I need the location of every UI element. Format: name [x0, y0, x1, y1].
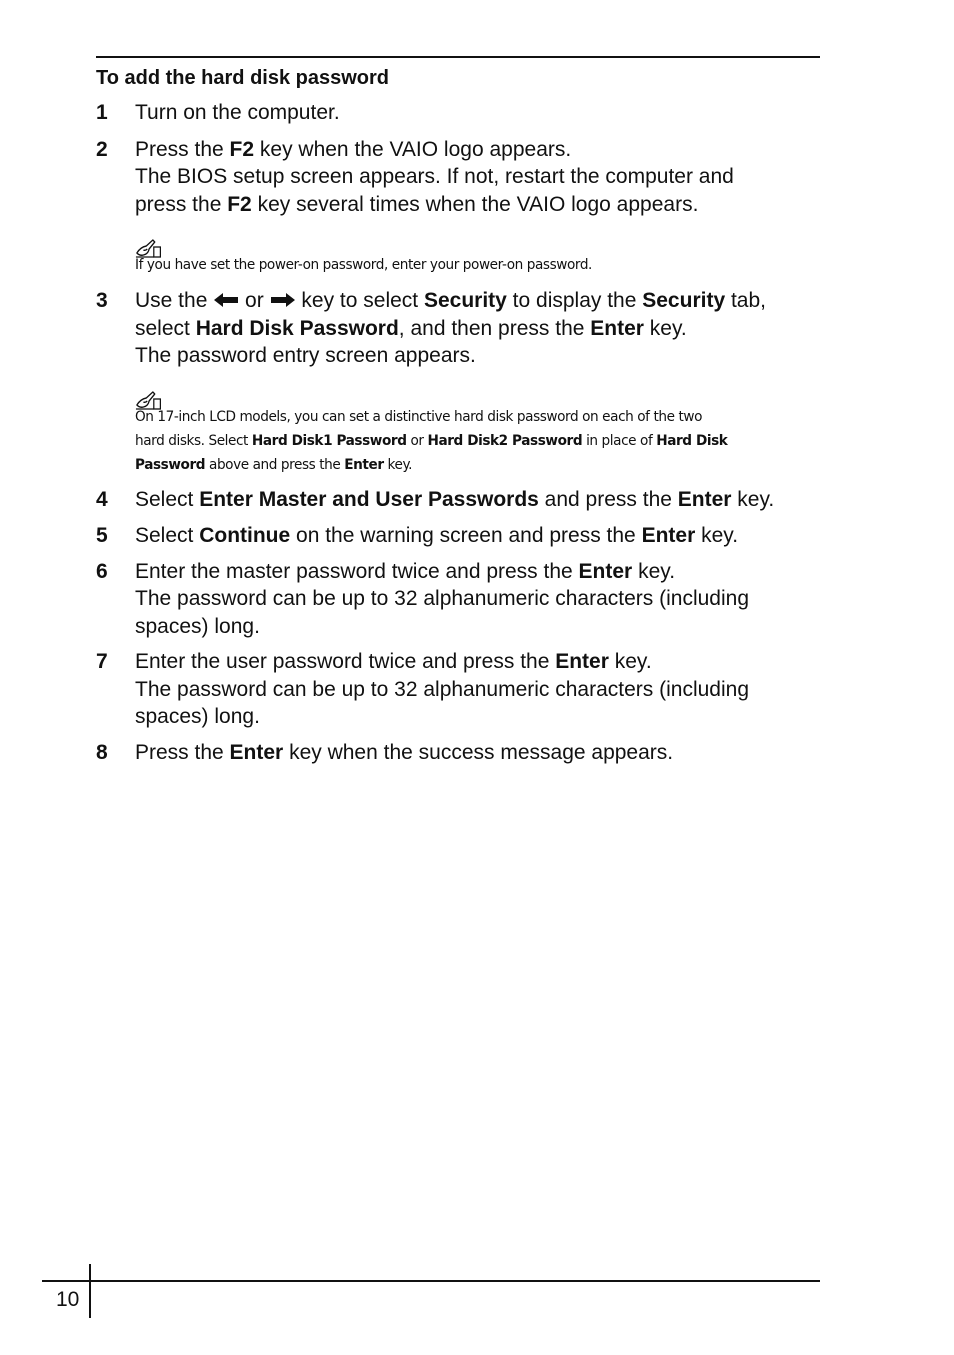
- text-run: key.: [608, 650, 652, 673]
- step-text-line: [135, 613, 826, 641]
- text-run: select: [135, 316, 196, 340]
- bold-term: Enter Master and User Passwords: [199, 487, 539, 511]
- step-item: [96, 99, 826, 127]
- steps-list: [96, 99, 826, 766]
- bold-term: Hard Disk1 Password: [251, 432, 407, 449]
- step-number: 5: [96, 524, 108, 547]
- bold-term: Enter: [229, 740, 284, 764]
- text-run: Select: [135, 524, 200, 547]
- text-run: hard disks. Select: [135, 432, 252, 449]
- text-run: The password can be up to 32 alphanumeric characters (including: [135, 587, 750, 610]
- note-text-line: [135, 405, 812, 429]
- step-item: [96, 522, 826, 550]
- text-run: , and then press the: [398, 316, 591, 340]
- step-text-line: [135, 676, 826, 704]
- text-run: Use the: [135, 289, 214, 312]
- section-heading: To add the hard disk password: [96, 67, 390, 89]
- text-run: key.: [632, 559, 676, 583]
- step-text-line: [135, 99, 826, 127]
- arrow-right-icon: [270, 292, 296, 308]
- step-text-line: [135, 703, 826, 731]
- step-number: 1: [96, 101, 108, 124]
- text-run: press the: [135, 192, 228, 216]
- step-number: 7: [96, 650, 108, 673]
- step-text-line: [135, 648, 826, 676]
- bold-term: Enter: [641, 524, 696, 547]
- footer-divider: [89, 1264, 91, 1318]
- text-run: key when the VAIO logo appears.: [254, 137, 572, 161]
- step-item: [96, 739, 826, 767]
- step-item: [96, 136, 826, 278]
- note-box: [135, 390, 812, 477]
- text-run: Turn on the computer.: [135, 101, 340, 124]
- note-text-line: [135, 429, 812, 453]
- bold-term: Enter: [677, 487, 732, 511]
- bold-term: Password: [135, 456, 206, 473]
- note-box: [135, 238, 812, 277]
- note-text-line: [135, 253, 812, 277]
- step-text-line: [135, 342, 826, 370]
- step-text-line: [135, 315, 826, 343]
- text-run: tab,: [725, 289, 766, 312]
- text-run: Select: [135, 487, 200, 511]
- bold-term: Enter: [555, 650, 609, 673]
- step-text-line: [135, 558, 826, 586]
- step-text-line: [135, 287, 826, 315]
- footer-rule: [42, 1280, 820, 1282]
- bold-term: Hard Disk Password: [195, 316, 399, 340]
- bold-term: F2: [229, 137, 255, 161]
- text-run: spaces) long.: [135, 705, 260, 728]
- text-run: to display the: [506, 289, 643, 312]
- bold-term: Enter: [590, 316, 644, 340]
- step-text-line: [135, 522, 826, 550]
- text-run: in place of: [582, 432, 657, 449]
- bold-term: Security: [642, 289, 726, 312]
- top-rule: [96, 56, 820, 58]
- bold-term: Continue: [199, 524, 291, 547]
- step-item: [96, 648, 826, 731]
- text-run: key when the success message appears.: [283, 740, 674, 764]
- step-text-line: [135, 136, 826, 164]
- step-item: [96, 287, 826, 477]
- bold-term: Hard Disk: [656, 432, 728, 449]
- bold-term: Hard Disk2 Password: [427, 432, 583, 449]
- page-number: 10: [56, 1288, 80, 1311]
- step-number: 8: [96, 740, 108, 764]
- text-run: The password can be up to 32 alphanumeric characters (including: [135, 677, 750, 701]
- bold-term: Security: [423, 289, 507, 312]
- arrow-left-icon: [213, 292, 239, 308]
- text-run: key several times when the VAIO logo appears.: [251, 192, 699, 216]
- text-run: and press the: [538, 487, 678, 511]
- note-text-line: [135, 453, 812, 477]
- text-run: Enter the user password twice and press the: [135, 650, 556, 673]
- step-text-line: [135, 739, 826, 767]
- text-run: On 17-inch LCD models, you can set a distinctive hard disk password on each of the two: [135, 408, 703, 425]
- text-run: above and press the: [205, 456, 345, 473]
- text-run: key.: [731, 487, 775, 511]
- text-run: key to select: [295, 289, 424, 312]
- step-number: 3: [96, 289, 108, 312]
- text-run: Press the: [135, 740, 230, 764]
- text-run: or: [239, 289, 270, 312]
- step-text-line: [135, 585, 826, 613]
- text-run: on the warning screen and press the: [290, 524, 642, 547]
- text-run: spaces) long.: [135, 614, 260, 638]
- step-item: [96, 558, 826, 641]
- step-number: 6: [96, 559, 108, 583]
- bold-term: Enter: [344, 456, 384, 473]
- text-run: or: [406, 432, 428, 449]
- step-number: 2: [96, 137, 108, 161]
- step-text-line: [135, 163, 826, 191]
- bold-term: F2: [227, 192, 252, 216]
- text-run: The password entry screen appears.: [135, 344, 476, 367]
- step-item: [96, 486, 826, 514]
- text-run: If you have set the power-on password, enter your power-on password.: [135, 257, 592, 273]
- bold-term: Enter: [578, 559, 633, 583]
- text-run: Press the: [135, 137, 230, 161]
- step-number: 4: [96, 487, 108, 511]
- text-run: key.: [695, 524, 739, 547]
- step-text-line: [135, 486, 826, 514]
- text-run: The BIOS setup screen appears. If not, restart the computer and: [135, 165, 734, 188]
- text-run: key.: [643, 316, 687, 340]
- text-run: Enter the master password twice and press the: [135, 559, 579, 583]
- text-run: key.: [383, 456, 413, 473]
- step-text-line: [135, 191, 826, 219]
